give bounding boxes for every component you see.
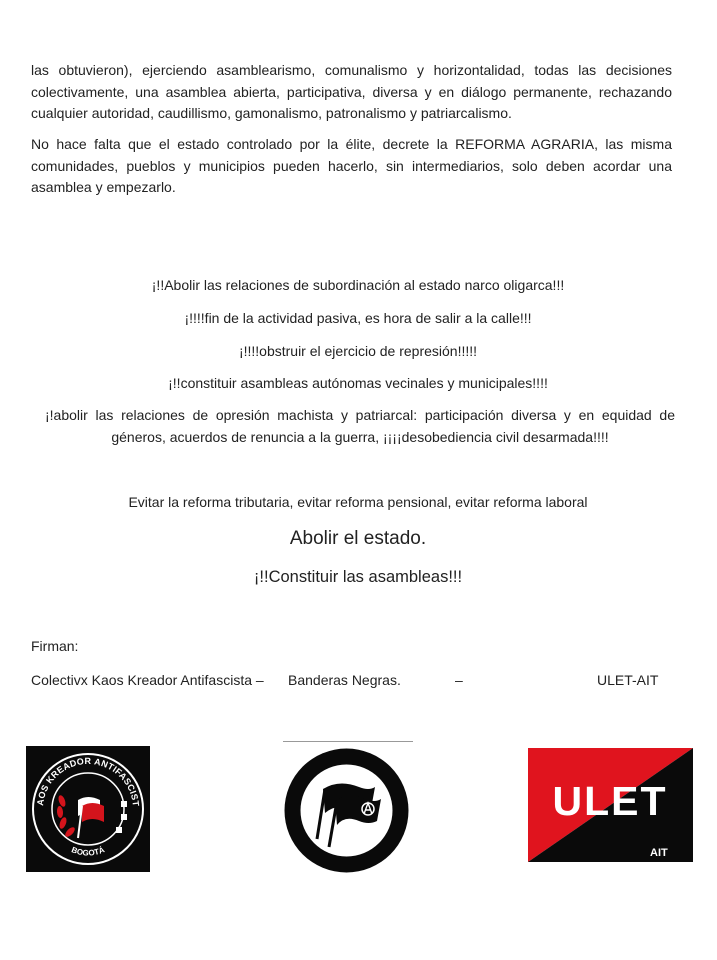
kaos-logo-bottom-text: BOGOTÁ	[70, 845, 106, 858]
paragraph-reforma-agraria: No hace falta que el estado controlado por la élite, decrete la REFORMA AGRARIA, las misma comunidades, pueblos y municipios pueden hacerlo, sin intermediarios, solo deben acordar una asamblea y empezarlo.	[31, 136, 672, 195]
slogan-obstruir-represion: ¡!!!!obstruir el ejercicio de represión!!!!!	[238, 343, 478, 359]
slogan-abolir-subordinacion: ¡!!Abolir las relaciones de subordinación al estado narco oligarca!!!	[151, 277, 565, 293]
kaos-kreador-logo	[26, 746, 150, 877]
signatory-ulet-ait: ULET-AIT	[597, 672, 659, 688]
constituir-asambleas-heading: ¡!!Constituir las asambleas!!!	[253, 568, 463, 586]
slogan-abolir-opresion: ¡!abolir las relaciones de opresión machista y patriarcal: participación diversa y en equidad de géneros, acuerdos de renuncia a la guerra, ¡¡¡¡desobediencia civil desarmada!!!!	[45, 407, 675, 445]
slogan-salir-calle: ¡!!!!fin de la actividad pasiva, es hora de salir a la calle!!!	[184, 310, 532, 326]
firman-label: Firman:	[31, 638, 79, 654]
evitar-reformas-line: Evitar la reforma tributaria, evitar reforma pensional, evitar reforma laboral	[128, 494, 588, 510]
separator-line	[283, 741, 413, 742]
banderas-negras-logo	[283, 747, 410, 879]
signatory-banderas-negras: Banderas Negras.	[288, 672, 401, 688]
abolir-estado-heading: Abolir el estado.	[289, 528, 427, 549]
ulet-title: ULET	[552, 778, 668, 824]
kaos-logo-top-text: AOS KREADOR ANTIFASCIST	[35, 755, 141, 807]
paragraph-asamblearismo: las obtuvieron), ejerciendo asamblearismo, comunalismo y horizontalidad, todas las decisiones colectivamente, una asamblea abierta, participativa, diversa y en diálogo permanente, rechazando cualquier autoridad, caudillismo, gamonalismo, patronalismo y patriarcalismo.	[31, 62, 672, 121]
ulet-subtitle: AIT	[650, 847, 668, 859]
slogan-constituir-asambleas: ¡!!constituir asambleas autónomas vecinales y municipales!!!!	[168, 375, 548, 391]
signatory-kaos-kreador: Colectivx Kaos Kreador Antifascista –	[31, 672, 264, 688]
ulet-ait-logo	[528, 748, 693, 867]
signatory-separator: –	[455, 672, 463, 688]
